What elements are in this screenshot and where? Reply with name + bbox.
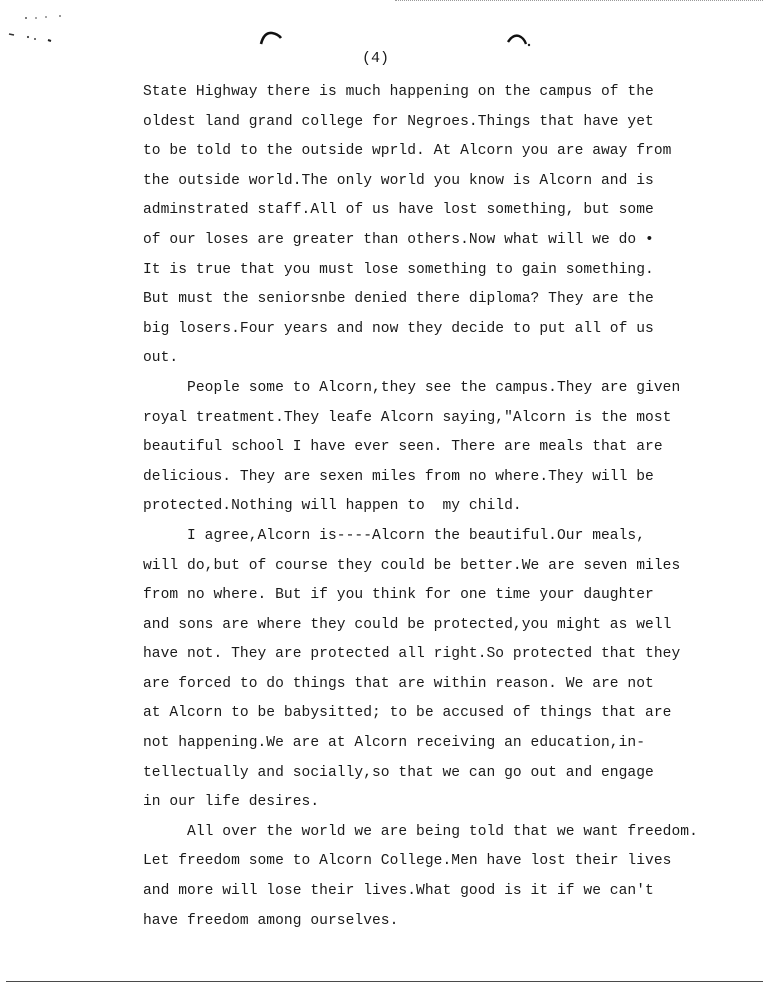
text-line: But must the seniorsnbe denied there diploma? They are the <box>143 291 654 308</box>
text-line: and sons are where they could be protected,you might as well <box>143 616 672 633</box>
text-line: of our loses are greater than others.Now what will we do • <box>143 231 654 248</box>
bottom-edge-line <box>6 981 763 982</box>
text-line: from no where. But if you think for one time your daughter <box>143 587 654 604</box>
text-line: beautiful school I have ever seen. There are meals that are <box>143 439 663 456</box>
top-edge-dotted-line <box>395 0 763 7</box>
text-line: tellectually and socially,so that we can go out and engage <box>143 764 654 781</box>
text-line: have not. They are protected all right.So protected that they <box>143 646 681 663</box>
text-line: delicious. They are sexen miles from no where.They will be <box>143 468 654 485</box>
text-line: out. <box>143 350 179 367</box>
text-line: oldest land grand college for Negroes.Things that have yet <box>143 113 654 130</box>
text-line: All over the world we are being told that we want freedom. <box>143 823 698 840</box>
text-line: are forced to do things that are within reason. We are not <box>143 675 654 692</box>
text-line: not happening.We are at Alcorn receiving an education,in- <box>143 735 646 752</box>
text-line: Let freedom some to Alcorn College.Men have lost their lives <box>143 853 672 870</box>
text-line: protected.Nothing will happen to my child. <box>143 498 522 515</box>
text-line: in our life desires. <box>143 794 320 811</box>
text-line: and more will lose their lives.What good is it if we can't <box>143 883 654 900</box>
text-line: State Highway there is much happening on the campus of the <box>143 84 654 100</box>
corner-scan-marks <box>8 10 68 50</box>
text-line: It is true that you must lose something to gain something. <box>143 261 654 278</box>
text-line: will do,but of course they could be better.We are seven miles <box>143 557 681 574</box>
text-line: the outside world.The only world you know is Alcorn and is <box>143 172 654 189</box>
text-line: People some to Alcorn,they see the campus.They are given <box>143 379 681 396</box>
typed-letter-body <box>143 78 743 936</box>
right-punch-mark <box>506 30 532 48</box>
text-line: big losers.Four years and now they decide to put all of us <box>143 320 654 337</box>
text-line: to be told to the outside wprld. At Alcorn you are away from <box>143 143 672 160</box>
text-line: I agree,Alcorn is----Alcorn the beautiful.Our meals, <box>143 527 646 544</box>
text-line: royal treatment.They leafe Alcorn saying,"Alcorn is the most <box>143 409 672 426</box>
text-line: adminstrated staff.All of us have lost something, but some <box>143 202 654 219</box>
text-line: at Alcorn to be babysitted; to be accused of things that are <box>143 705 672 722</box>
left-punch-mark <box>258 28 284 46</box>
text-line: have freedom among ourselves. <box>143 912 399 929</box>
page-number: (4) <box>362 50 390 67</box>
